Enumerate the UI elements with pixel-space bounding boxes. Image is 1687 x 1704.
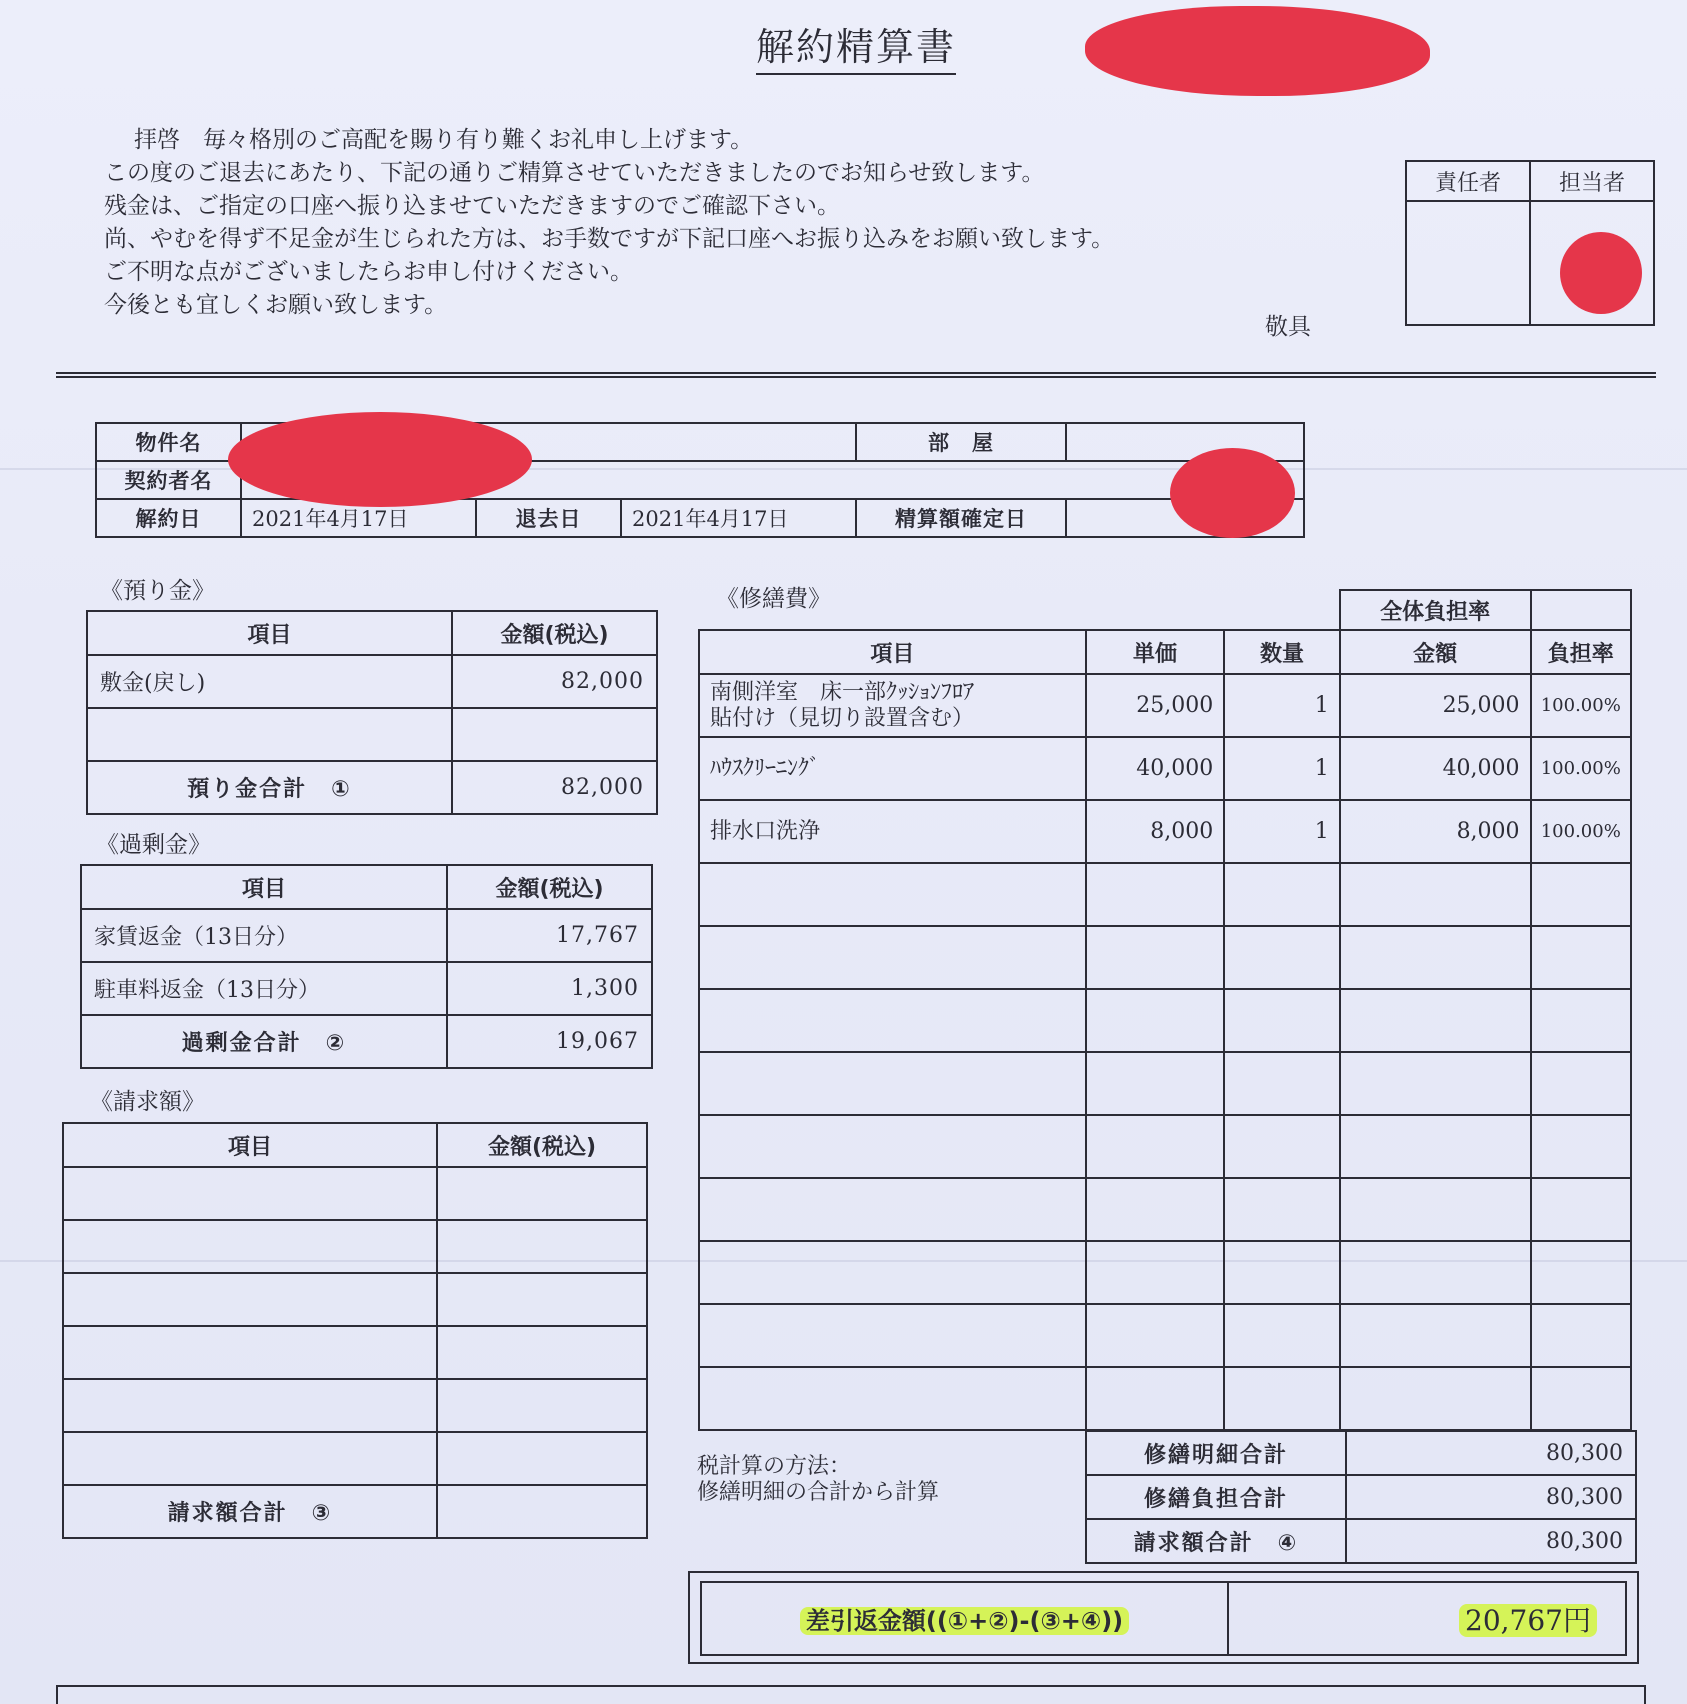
row-amount: 8,000: [1340, 800, 1531, 863]
billing-table: [62, 1122, 648, 1539]
row-quantity: 1: [1224, 674, 1339, 737]
table-row: [63, 1432, 647, 1485]
col-header-item: 項目: [81, 865, 447, 909]
letter-line: 尚、やむを得ず不足金が生じられた方は、お手数ですが下記口座へお振り込みをお願い致します。: [104, 226, 1115, 252]
letter-closing: 敬具: [1265, 314, 1311, 340]
total-row: [63, 1485, 647, 1538]
table-row: [81, 962, 652, 1015]
final-refund-box: [688, 1571, 1639, 1664]
redaction-mark: [1560, 232, 1642, 314]
deposit-total-label: 預り金合計 ①: [87, 761, 452, 814]
table-row: [699, 1052, 1631, 1115]
repair-detail-total-label: 修繕明細合計: [1086, 1431, 1346, 1475]
final-refund-label: 差引返金額((①+②)-(③+④)): [701, 1582, 1228, 1655]
overall-burden-rate-header: 全体負担率: [1340, 590, 1531, 630]
billing-section-title: 《請求額》: [90, 1089, 205, 1115]
surplus-table: [80, 864, 653, 1069]
table-row: [699, 674, 1631, 737]
row-amount: 25,000: [1340, 674, 1531, 737]
table-row: [63, 1273, 647, 1326]
final-refund-amount: 20,767円: [1228, 1582, 1626, 1655]
table-row: [699, 1241, 1631, 1304]
row-amount: 82,000: [452, 655, 657, 708]
billing-total-4-amount: 80,300: [1346, 1519, 1636, 1563]
table-row: [699, 1304, 1631, 1367]
row-quantity: 1: [1224, 800, 1339, 863]
redaction-mark: [228, 412, 532, 507]
tax-calculation-note: 税計算の方法： 修繕明細の合計から計算: [697, 1454, 940, 1505]
col-header-burden-rate: 負担率: [1531, 630, 1631, 674]
table-row: [87, 708, 657, 761]
moveout-date-value: 2021年4月17日: [621, 499, 856, 537]
table-row: [699, 737, 1631, 800]
row-item: 排水口洗浄: [699, 800, 1086, 863]
row-item: 家賃返金（13日分）: [81, 909, 447, 962]
cover-letter: [104, 124, 1114, 322]
letter-line: ご不明な点がございましたらお申し付けください。: [104, 259, 633, 285]
surplus-total-amount: 19,067: [447, 1015, 652, 1068]
table-row: [699, 1115, 1631, 1178]
repair-cost-table: [698, 589, 1632, 1431]
surplus-total-label: 過剰金合計 ②: [81, 1015, 447, 1068]
row-amount: 17,767: [447, 909, 652, 962]
settlement-confirm-date-label: 精算額確定日: [856, 499, 1066, 537]
total-row: [87, 761, 657, 814]
repair-burden-total-amount: 80,300: [1346, 1475, 1636, 1519]
row-item: 駐車料返金（13日分）: [81, 962, 447, 1015]
col-header-amount: 金額(税込): [447, 865, 652, 909]
bottom-table-edge: [56, 1685, 1646, 1704]
deposit-total-amount: 82,000: [452, 761, 657, 814]
moveout-date-label: 退去日: [476, 499, 621, 537]
row-unit-price: 40,000: [1086, 737, 1225, 800]
row-item: [87, 708, 452, 761]
letter-line: 今後とも宜しくお願い致します。: [104, 292, 448, 318]
table-row: [699, 1367, 1631, 1430]
table-row: [63, 1326, 647, 1379]
col-header-amount: 金額: [1340, 630, 1531, 674]
billing-total-label: 請求額合計 ③: [63, 1485, 437, 1538]
col-header-quantity: 数量: [1224, 630, 1339, 674]
letter-line: この度のご退去にあたり、下記の通りご精算させていただきましたのでお知らせ致します。: [104, 160, 1045, 186]
surplus-section-title: 《過剰金》: [96, 832, 211, 858]
col-header-amount: 金額(税込): [437, 1123, 647, 1167]
row-amount: [452, 708, 657, 761]
table-row: [87, 655, 657, 708]
table-row: [699, 989, 1631, 1052]
col-header-unit-price: 単価: [1086, 630, 1225, 674]
room-label: 部 屋: [856, 423, 1066, 461]
repair-detail-total-amount: 80,300: [1346, 1431, 1636, 1475]
table-row: [63, 1379, 647, 1432]
row-item: 南側洋室 床一部ｸｯｼｮﾝﾌﾛｱ 貼付け（見切り設置含む）: [699, 674, 1086, 737]
table-row: [81, 909, 652, 962]
repair-totals-table: [1085, 1430, 1637, 1564]
table-row: [699, 1178, 1631, 1241]
row-amount: 1,300: [447, 962, 652, 1015]
row-unit-price: 25,000: [1086, 674, 1225, 737]
row-quantity: 1: [1224, 737, 1339, 800]
row-item: ﾊｳｽｸﾘｰﾆﾝｸﾞ: [699, 737, 1086, 800]
billing-total-amount: [437, 1485, 647, 1538]
table-row: [699, 800, 1631, 863]
cancel-date-label: 解約日: [96, 499, 241, 537]
document-title: 解約精算書: [756, 16, 956, 75]
cancel-date-value: 2021年4月17日: [241, 499, 476, 537]
total-row: [81, 1015, 652, 1068]
final-refund-table: [700, 1581, 1627, 1656]
col-header-amount: 金額(税込): [452, 611, 657, 655]
billing-total-4-label: 請求額合計 ④: [1086, 1519, 1346, 1563]
table-row: [63, 1220, 647, 1273]
row-burden-rate: 100.00%: [1531, 737, 1631, 800]
row-item: 敷金(戻し): [87, 655, 452, 708]
table-row: [699, 863, 1631, 926]
property-name-label: 物件名: [96, 423, 241, 461]
stamp-label: 責任者: [1406, 161, 1530, 201]
repair-burden-total-label: 修繕負担合計: [1086, 1475, 1346, 1519]
table-row: [63, 1167, 647, 1220]
redaction-mark: [1085, 6, 1430, 96]
row-burden-rate: 100.00%: [1531, 800, 1631, 863]
col-header-item: 項目: [699, 630, 1086, 674]
contractor-name-label: 契約者名: [96, 461, 241, 499]
row-unit-price: 8,000: [1086, 800, 1225, 863]
stamp-cell: [1406, 201, 1530, 325]
stamp-label: 担当者: [1530, 161, 1654, 201]
divider-double-rule: [56, 372, 1656, 378]
letter-line: 残金は、ご指定の口座へ振り込ませていただきますのでご確認下さい。: [104, 193, 840, 219]
col-header-item: 項目: [87, 611, 452, 655]
row-amount: 40,000: [1340, 737, 1531, 800]
redaction-mark: [1170, 448, 1295, 538]
repair-section-title: 《修繕費》: [716, 586, 831, 612]
col-header-item: 項目: [63, 1123, 437, 1167]
row-burden-rate: 100.00%: [1531, 674, 1631, 737]
deposit-section-title: 《預り金》: [100, 578, 215, 604]
deposit-table: [86, 610, 658, 815]
table-row: [699, 926, 1631, 989]
letter-line: 拝啓 毎々格別のご高配を賜り有り難くお礼申し上げます。: [134, 127, 754, 153]
